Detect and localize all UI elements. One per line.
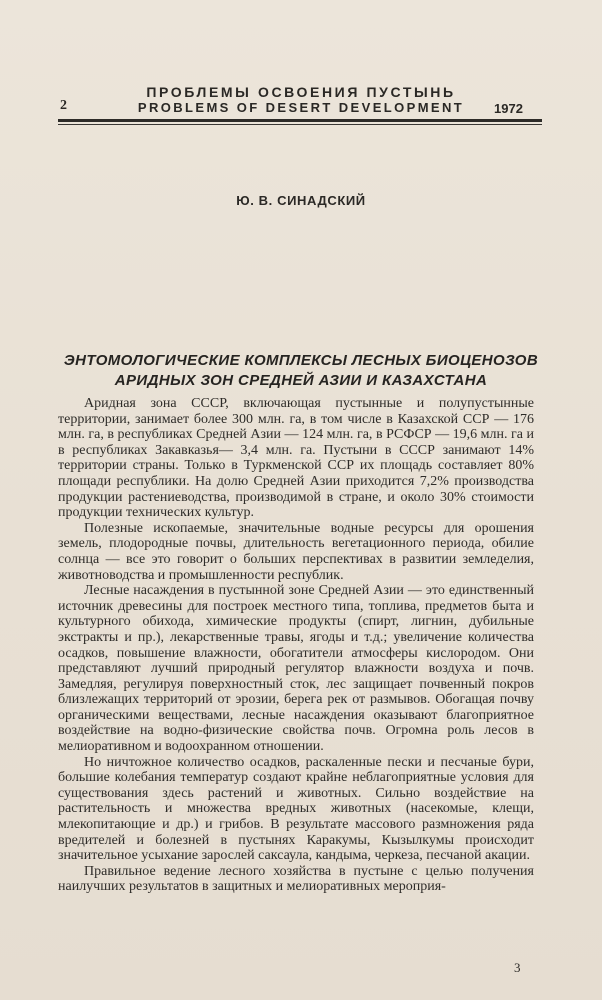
footer-page-number: 3 bbox=[514, 960, 521, 975]
publication-year: 1972 bbox=[494, 101, 523, 116]
journal-title-english: PROBLEMS OF DESERT DEVELOPMENT bbox=[137, 100, 465, 115]
journal-title-russian: ПРОБЛЕМЫ ОСВОЕНИЯ ПУСТЫНЬ bbox=[146, 84, 456, 100]
header-rule-thick bbox=[58, 119, 542, 122]
article-body bbox=[58, 396, 534, 895]
body-paragraph-5: Правильное ведение лесного хозяйства в пустыне с целью получения наилучших результатов в защитных и мелиоративных мероприя- bbox=[58, 863, 534, 895]
header-rule-thin bbox=[58, 124, 542, 125]
body-paragraph-1: Аридная зона СССР, включающая пустынные и полупустынные территории, занимает более 300 млн. га, в том числе в Казахской ССР — 176 млн. га, в республиках Средней Азии — 124 млн. га, в РСФСР — 19,6 млн. га и в республиках Закавказья— 3,4 млн. га. Пустыни в СССР занимают 14% территории страны. Только в Туркменской ССР их площадь составляет 80% площади республики. На долю Средней Азии приходится 7,2% производства продукции растениеводства, производимой в стране, и около 30% стоимости продукции технических культур. bbox=[58, 396, 534, 521]
header-page-number: 2 bbox=[60, 98, 67, 113]
body-paragraph-3: Лесные насаждения в пустынной зоне Средней Азии — это единственный источник древесины для построек местного типа, топлива, предметов быта и культурного обихода, химические продукты (спирт, лигнин, дубильные экстракты и пр.), лекарственные травы, ягоды и т.д.; увеличение количества осадков, повышение влажности, обогатители атмосферы кислородом. Они представляют лучший природный регулятор влажности воздуха и почв. Замедляя, регулируя поверхностный сток, лес защищает почвенный покров близлежащих территорий от эрозии, берега рек от размывов. Обогащая почву органическими веществами, лесные насаждения оказывают благоприятное воздействие на водно-физические свойства почв. Огромна роль лесов в мелиоративном и водоохранном отношении. bbox=[58, 583, 534, 755]
article-title bbox=[40, 351, 562, 391]
article-title-line-2: АРИДНЫХ ЗОН СРЕДНЕЙ АЗИИ И КАЗАХСТАНА bbox=[114, 372, 488, 389]
article-author: Ю. В. СИНАДСКИЙ bbox=[236, 193, 366, 208]
body-paragraph-2: Полезные ископаемые, значительные водные ресурсы для орошения земель, плодородные почвы, длительность вегетационного периода, обилие солнца — все это говорит о больших перспективах в развитии земледелия, животноводства и промышленности республик. bbox=[58, 520, 534, 583]
article-title-line-1: ЭНТОМОЛОГИЧЕСКИЕ КОМПЛЕКСЫ ЛЕСНЫХ БИОЦЕНОЗОВ bbox=[63, 352, 539, 369]
body-paragraph-4: Но ничтожное количество осадков, раскаленные пески и песчаные бури, большие колебания температур создают крайне неблагоприятные условия для существования здесь растений и животных. Сильно воздействие на растительность и множества вредных животных (насекомые, клещи, млекопитающие и др.) и грибов. В результате массового размножения ряда вредителей и болезней в пустынях Каракумы, Кызылкумы происходит значительное усыхание зарослей саксаула, кандыма, черкеза, песчаной акации. bbox=[58, 754, 534, 864]
